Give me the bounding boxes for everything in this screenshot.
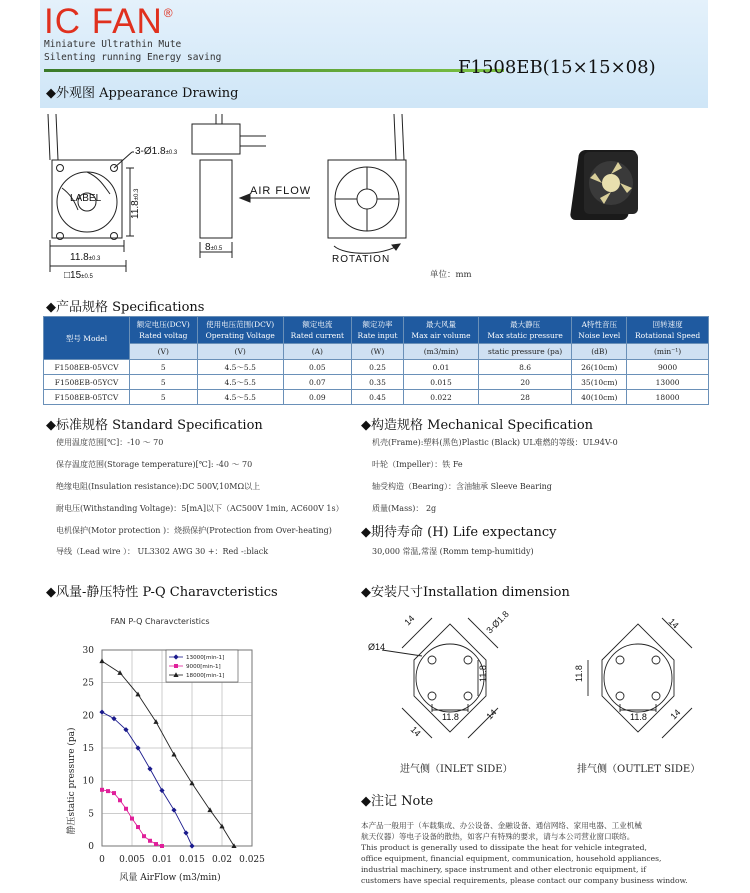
model-title: F1508EB(15×15×08): [458, 57, 656, 78]
svg-text:3-Ø1.8±0.3: 3-Ø1.8±0.3: [135, 146, 178, 157]
data-point: [99, 658, 104, 663]
y-tick-label: 0: [88, 842, 94, 852]
data-point: [142, 834, 146, 838]
data-point: [136, 825, 140, 829]
section-appearance: ◆外观图 Appearance Drawing: [46, 86, 239, 101]
header-divider: [44, 69, 504, 72]
standard-line: 电机保护(Motor protection )：烧损保护(Protection from Over-heating): [56, 526, 332, 535]
th-rated-current: 额定电流 Rated current: [283, 317, 351, 344]
diamond-bullet-icon: ◆: [361, 418, 371, 433]
diamond-bullet-icon: ◆: [46, 418, 56, 433]
svg-text:14: 14: [402, 613, 417, 628]
legend-entry: 9000[min-1]: [186, 664, 221, 671]
svg-text:LABEL: LABEL: [70, 193, 102, 204]
units-note: 单位：mm: [430, 270, 472, 280]
svg-text:ROTATION: ROTATION: [332, 254, 391, 265]
svg-text:14: 14: [666, 616, 681, 631]
standard-line: 绝缘电阻(Insulation resistance):DC 500V,10MΩ以上: [56, 482, 261, 491]
series-line: [102, 661, 234, 846]
data-point: [148, 839, 152, 843]
section-specifications: ◆产品规格 Specifications: [46, 300, 205, 315]
data-point: [160, 844, 164, 848]
data-point: [124, 807, 128, 811]
installation-drawing: [362, 600, 707, 785]
legend-entry: 13000[min-1]: [186, 655, 225, 662]
standard-line: 保存温度范围(Storage temperature)[℃]: -40 ～ 70: [56, 460, 253, 469]
section-mechanical: ◆构造规格 Mechanical Specification: [361, 418, 594, 433]
side-view-frame: [200, 160, 232, 238]
th-model: 型号 Model: [44, 317, 130, 360]
registered-mark: ®: [163, 6, 174, 20]
data-point: [106, 789, 110, 793]
th-noise-level: A特性音压 Noise level: [572, 317, 627, 344]
diamond-bullet-icon: ◆: [46, 585, 56, 600]
series-line: [102, 712, 192, 846]
x-tick-label: 0.01: [151, 855, 173, 865]
table-row: F1508EB-05TCV 5 4.5～5.5 0.09 0.45 0.022 28 40(10cm) 18000: [44, 390, 709, 405]
data-point: [171, 752, 176, 757]
unit-cell: static pressure (pa): [478, 344, 572, 360]
tagline-1: Miniature Ultrathin Mute: [44, 39, 182, 50]
section-pq: ◆风量-静压特性 P-Q Charavcteristics: [46, 585, 278, 600]
x-tick-label: 0.015: [179, 855, 205, 865]
th-rate-input: 额定功率 Rate input: [351, 317, 403, 344]
x-tick-label: 0.005: [119, 855, 145, 865]
data-point: [159, 788, 164, 793]
unit-cell: (V): [130, 344, 198, 360]
th-rated-voltage: 额定电压(DCV) Rated voltag: [130, 317, 198, 344]
th-max-air-volume: 最大风量 Max air volume: [404, 317, 479, 344]
section-note: ◆注记 Note: [361, 794, 434, 809]
svg-text:11.8±0.3: 11.8±0.3: [130, 188, 141, 219]
x-tick-label: 0.02: [211, 855, 233, 865]
series-13000[min-1]: [99, 709, 194, 848]
svg-text:8±0.5: 8±0.5: [205, 242, 223, 253]
unit-cell: (dB): [572, 344, 627, 360]
y-tick-label: 25: [82, 678, 94, 689]
legend-entry: 18000[min-1]: [186, 673, 225, 680]
data-point: [171, 807, 176, 812]
brand-logo: IC FAN®: [44, 2, 174, 41]
th-max-static-pressure: 最大静压 Max static pressure: [478, 317, 572, 344]
svg-text:AIR FLOW: AIR FLOW: [250, 185, 312, 197]
mechanical-line: 质量(Mass)： 2g: [372, 504, 437, 513]
series-18000[min-1]: [99, 658, 236, 848]
svg-text:11.8: 11.8: [574, 665, 584, 682]
x-tick-label: 0.025: [239, 855, 265, 865]
section-life: ◆期待寿命 (H) Life expectancy: [361, 525, 557, 540]
th-operating-voltage: 使用电压范围(DCV) Operating Voltage: [197, 317, 283, 344]
diamond-bullet-icon: ◆: [46, 86, 56, 101]
note-text: 本产品一般用于（车载集成、办公设备、金融设备、通信网络、家用电器、工业机械 航天仪器）等电子设备的散热，如客户有特殊的要求，请与本公司营业窗口联络。 This product is generally used to dissipate the heat for vehicle integrated, office equipment, financial equipment, communication, household appliances, industrial machinery, space instrument and other electronic equipment, if customers have special requirements, please contact our company business window.: [361, 821, 688, 885]
unit-cell: (m3/min): [404, 344, 479, 360]
data-point: [100, 788, 104, 792]
spec-table: [43, 316, 709, 405]
data-point: [147, 766, 152, 771]
th-rotational-speed: 回转速度 Rotational Speed: [627, 317, 709, 344]
diamond-bullet-icon: ◆: [361, 585, 371, 600]
svg-text:□15±0.5: □15±0.5: [64, 270, 93, 281]
svg-text:14: 14: [408, 724, 423, 739]
data-point: [231, 843, 236, 848]
standard-line: 导线（Lead wire ）： UL3302 AWG 30 +：Red -:black: [56, 547, 269, 556]
data-point: [118, 798, 122, 802]
tagline-2: Silenting running Energy saving: [44, 52, 222, 63]
y-tick-label: 30: [82, 646, 94, 656]
appearance-drawing: [40, 104, 710, 289]
standard-line: 耐电压(Withstanding Voltage)：5[mA]以下（AC500V 1min, AC600V 1s）: [56, 504, 344, 513]
data-point: [112, 791, 116, 795]
x-axis-label: 风量 AirFlow (m3/min): [119, 873, 221, 883]
standard-line: 使用温度范围[℃]：-10 ～ 70: [56, 438, 164, 447]
data-point: [154, 842, 158, 846]
data-point: [99, 709, 104, 714]
unit-cell: (W): [351, 344, 403, 360]
svg-text:14: 14: [668, 707, 683, 722]
svg-text:11.8: 11.8: [478, 665, 488, 682]
section-install: ◆安装尺寸Installation dimension: [361, 585, 570, 600]
svg-text:3-Ø1.8: 3-Ø1.8: [484, 608, 511, 636]
x-tick-label: 0: [99, 855, 105, 865]
svg-text:Ø14: Ø14: [368, 642, 386, 652]
unit-cell: (A): [283, 344, 351, 360]
svg-text:14: 14: [484, 707, 499, 722]
pq-chart: [60, 610, 265, 890]
unit-cell: (V): [197, 344, 283, 360]
y-tick-label: 5: [88, 809, 94, 820]
y-tick-label: 15: [82, 744, 94, 754]
diamond-bullet-icon: ◆: [361, 794, 371, 809]
y-tick-label: 20: [82, 711, 94, 722]
unit-cell: (min⁻¹): [627, 344, 709, 360]
svg-text:11.8: 11.8: [442, 712, 459, 722]
svg-text:11.8±0.3: 11.8±0.3: [70, 252, 101, 263]
data-point: [117, 670, 122, 675]
chart-title: FAN P-Q Charavcteristics: [110, 617, 210, 626]
diamond-bullet-icon: ◆: [361, 525, 371, 540]
data-point: [135, 745, 140, 750]
mechanical-line: 轴受构造（Bearing）：含油轴承 Sleeve Bearing: [372, 482, 552, 491]
fan-photo: [570, 150, 638, 220]
svg-text:11.8: 11.8: [630, 712, 647, 722]
data-point: [183, 830, 188, 835]
inlet-side-label: 进气侧（INLET SIDE）: [400, 764, 513, 775]
section-standard: ◆标准规格 Standard Specification: [46, 418, 263, 433]
mechanical-line: 叶轮（Impeller）：铁 Fe: [372, 460, 463, 469]
mechanical-line: 机壳(Frame):塑料(黑色)Plastic (Black) UL难燃的等级：UL94V-0: [372, 438, 618, 447]
data-point: [174, 664, 178, 668]
data-point: [189, 843, 194, 848]
table-row: F1508EB-05VCV 5 4.5～5.5 0.05 0.25 0.01 8.6 26(10cm) 9000: [44, 360, 709, 375]
outlet-side-label: 排气侧（OUTLET SIDE）: [577, 764, 701, 775]
data-point: [130, 817, 134, 821]
diamond-bullet-icon: ◆: [46, 300, 56, 315]
y-tick-label: 10: [82, 776, 94, 787]
life-value: 30,000 常温,常湿 (Romm temp-humitidy): [372, 547, 534, 556]
table-row: F1508EB-05YCV 5 4.5～5.5 0.07 0.35 0.015 20 35(10cm) 13000: [44, 375, 709, 390]
y-axis-label: 静压static pressure (pa): [67, 727, 77, 835]
